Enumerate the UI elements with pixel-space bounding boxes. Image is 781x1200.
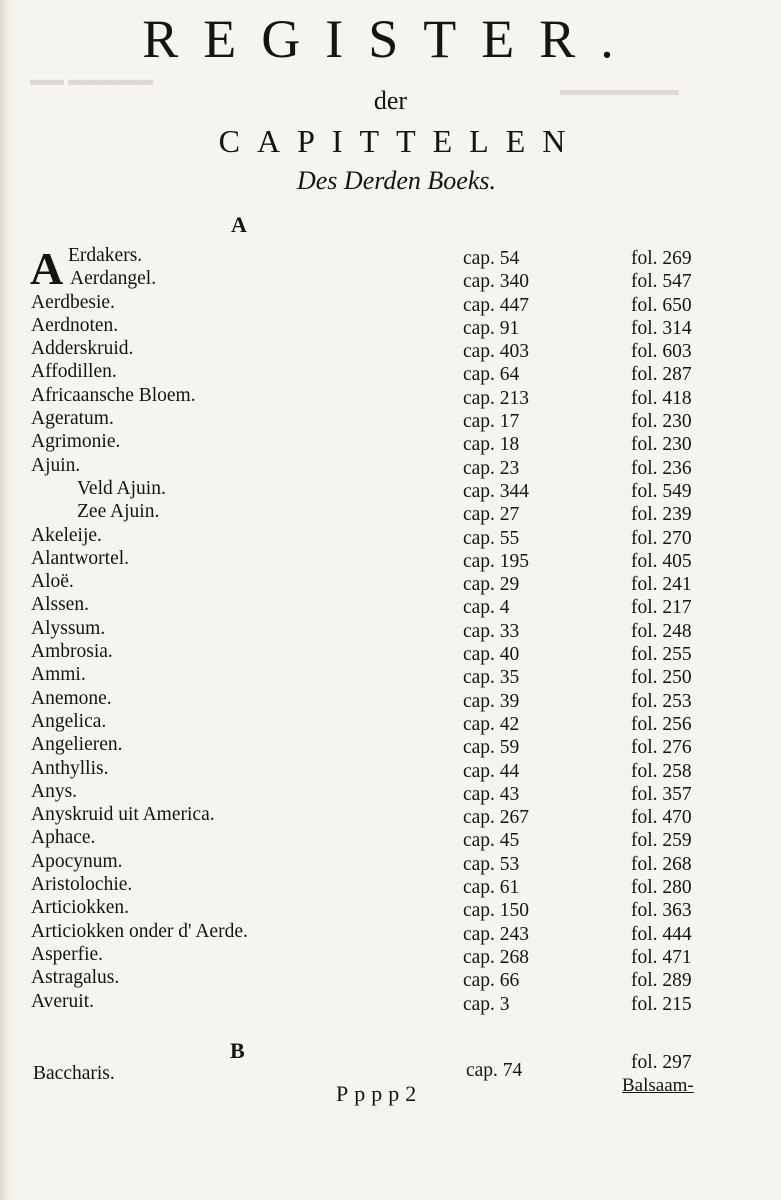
entry-name: Affodillen.	[31, 361, 117, 383]
entry-folio: fol. 297	[631, 1052, 692, 1073]
register-entry	[0, 733, 781, 759]
entry-name: Asperfie.	[31, 943, 104, 965]
entry-folio: fol. 418	[631, 387, 692, 409]
entry-chapter: cap. 195	[463, 550, 530, 572]
entry-name: Alantwortel.	[31, 547, 130, 569]
register-entry	[0, 850, 781, 873]
entry-folio: fol. 363	[631, 900, 692, 922]
entry-name: Agrimonie.	[31, 431, 121, 453]
entry-folio: fol. 248	[631, 620, 692, 642]
register-entry	[0, 640, 781, 666]
register-subentry	[0, 477, 781, 500]
entry-chapter: cap. 344	[463, 480, 530, 502]
register-entry	[0, 547, 781, 570]
entry-chapter: cap. 243	[463, 923, 530, 945]
register-entry	[0, 454, 781, 477]
entry-name: Ajuin.	[31, 454, 81, 476]
entry-name: Angelieren.	[31, 734, 123, 756]
bleed-through-texture: ▬▬▬▬▬ ▬▬	[30, 70, 154, 89]
entry-folio: fol. 405	[631, 550, 692, 572]
entry-name: Aloë.	[31, 571, 74, 593]
entry-chapter: cap. 403	[463, 341, 530, 363]
entry-chapter: cap. 59	[463, 737, 520, 759]
entry-name: Averuit.	[31, 990, 94, 1012]
register-entry	[0, 873, 781, 899]
register-entry	[0, 384, 781, 407]
entry-chapter: cap. 267	[463, 807, 530, 829]
entry-chapter: cap. 3	[463, 993, 510, 1015]
entry-chapter: cap. 55	[463, 527, 520, 549]
register-entry	[0, 267, 781, 293]
entry-chapter: cap. 35	[463, 667, 520, 689]
entry-name: Angelica.	[31, 710, 107, 732]
subtitle-chapters: CAPITTELEN	[218, 123, 583, 159]
section-letter-b: B	[230, 1038, 245, 1063]
page-title: REGISTER.	[142, 9, 639, 69]
entry-name: Akeleije.	[31, 524, 102, 546]
register-entry	[0, 663, 781, 689]
entry-name: Erdakers.	[68, 245, 143, 266]
entry-name: Apocynum.	[31, 850, 123, 872]
entry-name: Alssen.	[31, 594, 89, 616]
entry-chapter: cap. 39	[463, 690, 520, 712]
register-entry	[0, 337, 781, 363]
entry-name: Zee Ajuin.	[77, 501, 160, 523]
drop-cap-initial: A	[30, 243, 64, 294]
entry-folio: fol. 241	[631, 574, 692, 596]
section-letter-a: A	[231, 212, 247, 237]
entry-name: Anys.	[31, 780, 78, 802]
entry-name: Astragalus.	[31, 967, 120, 989]
bleed-through-texture: ▬▬▬▬▬▬▬	[560, 80, 679, 99]
register-entry	[0, 291, 781, 314]
entry-chapter: cap. 17	[463, 411, 520, 433]
entry-folio: fol. 444	[631, 923, 692, 945]
entry-chapter: cap. 91	[463, 317, 520, 339]
entry-folio: fol. 239	[631, 504, 692, 526]
register-entry	[0, 524, 781, 547]
entry-name: Aphace.	[31, 827, 96, 849]
entry-folio: fol. 287	[631, 364, 692, 386]
register-entry	[0, 617, 781, 640]
entry-chapter: cap. 61	[463, 877, 520, 899]
entry-name: Aerdnoten.	[31, 314, 119, 336]
entry-name: Ammi.	[31, 664, 86, 686]
entry-folio: fol. 650	[631, 294, 692, 316]
entry-chapter: cap. 447	[463, 294, 530, 316]
entry-chapter: cap. 268	[463, 946, 530, 968]
entry-folio: fol. 268	[631, 853, 692, 875]
entry-chapter: cap. 213	[463, 387, 530, 409]
entry-folio: fol. 280	[631, 877, 692, 899]
entry-folio: fol. 255	[631, 644, 692, 666]
entry-name: Africaansche Bloem.	[31, 384, 196, 406]
entry-folio: fol. 314	[631, 317, 692, 339]
entry-folio: fol. 270	[631, 527, 692, 549]
entry-name: Anthyllis.	[31, 757, 109, 779]
entry-chapter: cap. 23	[463, 457, 520, 479]
entry-name: Ageratum.	[31, 408, 114, 430]
entry-folio: fol. 217	[631, 597, 692, 619]
entry-name: Aerdangel.	[70, 268, 157, 290]
register-subentry	[0, 500, 781, 526]
entry-name: Ambrosia.	[31, 641, 113, 663]
entry-chapter: cap. 43	[463, 783, 520, 805]
register-entry	[0, 780, 781, 803]
entry-folio: fol. 258	[631, 760, 692, 782]
entry-folio: fol. 250	[631, 667, 692, 689]
subtitle-book: Des Derden Boeks.	[296, 166, 497, 195]
register-entry	[0, 360, 781, 386]
entry-chapter: cap. 4	[463, 597, 510, 619]
register-entry	[0, 314, 781, 337]
entry-name: Anyskruid uit America.	[31, 804, 215, 826]
register-entries	[0, 244, 781, 1013]
entry-name: Alyssum.	[31, 617, 106, 639]
entry-chapter: cap. 33	[463, 620, 520, 642]
entry-name: Baccharis.	[33, 1063, 115, 1084]
entry-name: Articiokken.	[31, 897, 130, 919]
entry-folio: fol. 357	[631, 783, 692, 805]
entry-name: Articiokken onder d' Aerde.	[31, 920, 248, 942]
entry-chapter: cap. 18	[463, 434, 520, 456]
register-entry	[0, 803, 781, 829]
entry-chapter: cap. 40	[463, 644, 520, 666]
entry-chapter: cap. 64	[463, 364, 520, 386]
entry-folio: fol. 547	[631, 271, 692, 293]
entry-folio: fol. 215	[631, 993, 692, 1015]
entry-folio: fol. 259	[631, 830, 692, 852]
entry-name: Anemone.	[31, 687, 112, 709]
register-entry	[0, 943, 781, 966]
register-entry	[0, 826, 781, 852]
entry-chapter: cap. 54	[463, 248, 520, 269]
entry-chapter: cap. 27	[463, 504, 520, 526]
entry-chapter: cap. 150	[463, 900, 530, 922]
entry-chapter: cap. 45	[463, 830, 520, 852]
register-entry	[0, 244, 781, 267]
entry-name: Aristolochie.	[31, 874, 133, 896]
entry-name: Aerdbesie.	[31, 291, 115, 313]
register-entry	[0, 896, 781, 922]
subtitle-der: der	[373, 86, 408, 115]
catchword: Balsaam-	[622, 1075, 694, 1096]
entry-folio: fol. 276	[631, 737, 692, 759]
entry-chapter: cap. 66	[463, 970, 520, 992]
register-entry	[0, 757, 781, 780]
entry-name: Adderskruid.	[31, 338, 134, 360]
entry-chapter: cap. 340	[463, 271, 530, 293]
entry-folio: fol. 230	[631, 434, 692, 456]
register-entry	[0, 966, 781, 992]
entry-folio: fol. 289	[631, 970, 692, 992]
register-entry	[0, 990, 781, 1013]
entry-folio: fol. 230	[631, 411, 692, 433]
entry-folio: fol. 253	[631, 690, 692, 712]
register-entry	[0, 593, 781, 619]
register-entry	[0, 570, 781, 596]
entry-folio: fol. 470	[631, 807, 692, 829]
entry-folio: fol. 256	[631, 713, 692, 735]
entry-chapter: cap. 74	[466, 1060, 523, 1081]
entry-chapter: cap. 44	[463, 760, 520, 782]
register-entry	[0, 430, 781, 456]
entry-folio: fol. 236	[631, 457, 692, 479]
entry-chapter: cap. 53	[463, 853, 520, 875]
signature-mark: Pppp2	[336, 1081, 423, 1106]
entry-chapter: cap. 42	[463, 713, 520, 735]
entry-folio: fol. 603	[631, 341, 692, 363]
entry-name: Veld Ajuin.	[77, 477, 166, 499]
entry-folio: fol. 471	[631, 946, 692, 968]
register-entry	[0, 687, 781, 710]
register-entry	[0, 920, 781, 943]
entry-folio: fol. 549	[631, 480, 692, 502]
entry-chapter: cap. 29	[463, 574, 520, 596]
entry-folio: fol. 269	[631, 248, 692, 269]
register-entry	[0, 407, 781, 433]
register-entry	[0, 710, 781, 733]
